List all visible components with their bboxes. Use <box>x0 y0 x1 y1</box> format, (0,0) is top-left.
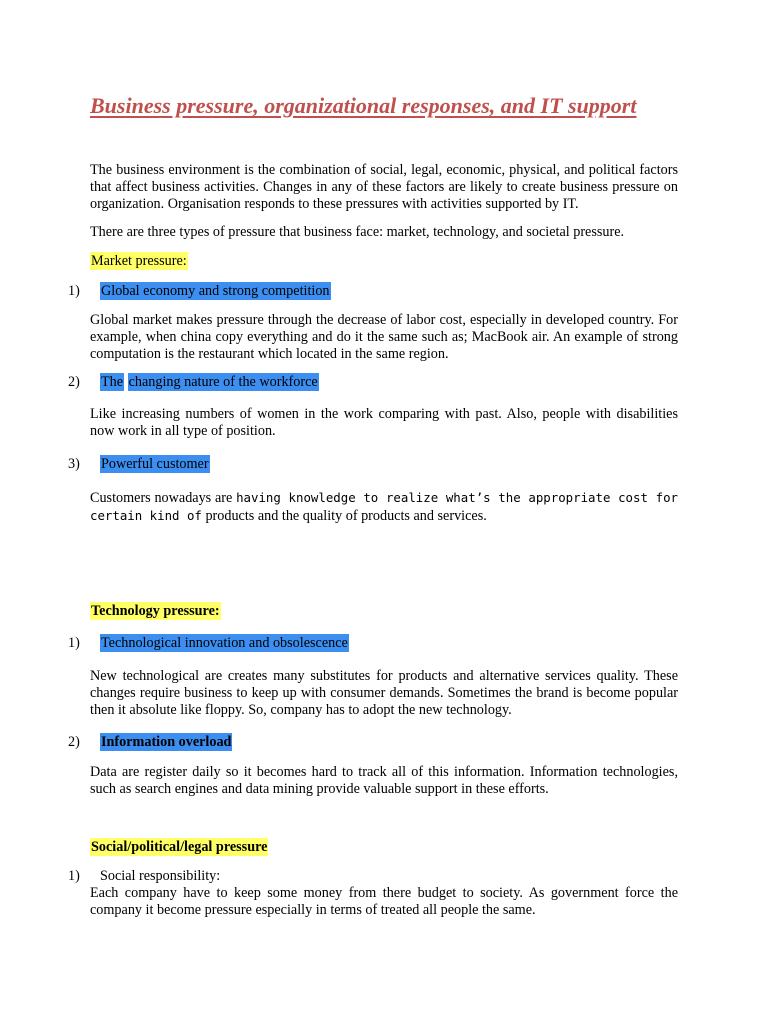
item-number: 2) <box>68 374 80 390</box>
body-end: products and the quality of products and services. <box>205 508 487 524</box>
technology-item-1-body: New technological are creates many substitutes for products and alternative services quality. These changes require business to keep up with consumer demands. Sometimes the brand is become popular then it absolute like floppy. So, company has to adopt the new technology. <box>90 668 678 718</box>
item-label-highlight: Technological innovation and obsolescence <box>101 635 348 651</box>
item-number: 1) <box>68 283 80 299</box>
social-pressure-heading <box>90 839 268 856</box>
social-pressure-label: Social/political/legal pressure <box>91 839 268 855</box>
body-mono: having knowledge to realize what’s the appropriate cost for certain kind of <box>90 490 679 523</box>
item-label: Social responsibility: <box>100 868 221 884</box>
item-label-highlight: Powerful customer <box>101 456 209 472</box>
item-label-highlight: changing nature of the workforce <box>128 374 318 390</box>
technology-pressure-heading <box>90 603 221 620</box>
item-label <box>100 456 210 473</box>
market-item-3-body <box>90 489 678 525</box>
item-label <box>100 374 319 391</box>
pressure-types-paragraph: There are three types of pressure that business face: market, technology, and societal pressure. <box>90 224 625 240</box>
item-label-prefix: The <box>101 374 124 390</box>
item-number: 1) <box>68 635 80 651</box>
item-number: 2) <box>68 734 80 750</box>
item-number: 1) <box>68 868 80 884</box>
body-start: Customers nowadays are <box>90 490 233 506</box>
item-label-highlight: Global economy and strong competition <box>101 283 330 299</box>
social-item-1-body: Each company have to keep some money from there budget to society. As government force the company it become pressure especially in terms of treated all people the same. <box>90 885 678 918</box>
item-label <box>100 635 349 652</box>
market-pressure-heading <box>90 253 188 270</box>
item-number: 3) <box>68 456 80 472</box>
market-pressure-label: Market pressure: <box>91 253 187 269</box>
item-label <box>100 283 331 300</box>
intro-paragraph: The business environment is the combination of social, legal, economic, physical, and political factors that affect business activities. Changes in any of these factors are likely to create business pressure on organization. Organisation responds to these pressures with activities supported by IT. <box>90 162 678 212</box>
technology-item-2-body: Data are register daily so it becomes hard to track all of this information. Information technologies, such as search engines and data mining provide valuable support in these efforts. <box>90 764 678 797</box>
document-title: Business pressure, organizational responses, and IT support <box>90 93 637 118</box>
item-label <box>100 734 232 751</box>
market-item-1-body: Global market makes pressure through the decrease of labor cost, especially in developed country. For example, when china copy everything and do it the same such as; MacBook air. An example of strong computation is the restaurant which located in the same region. <box>90 312 678 362</box>
technology-pressure-label: Technology pressure: <box>91 603 220 619</box>
market-item-2-body: Like increasing numbers of women in the work comparing with past. Also, people with disabilities now work in all type of position. <box>90 406 678 439</box>
item-label-highlight: Information overload <box>101 734 232 750</box>
